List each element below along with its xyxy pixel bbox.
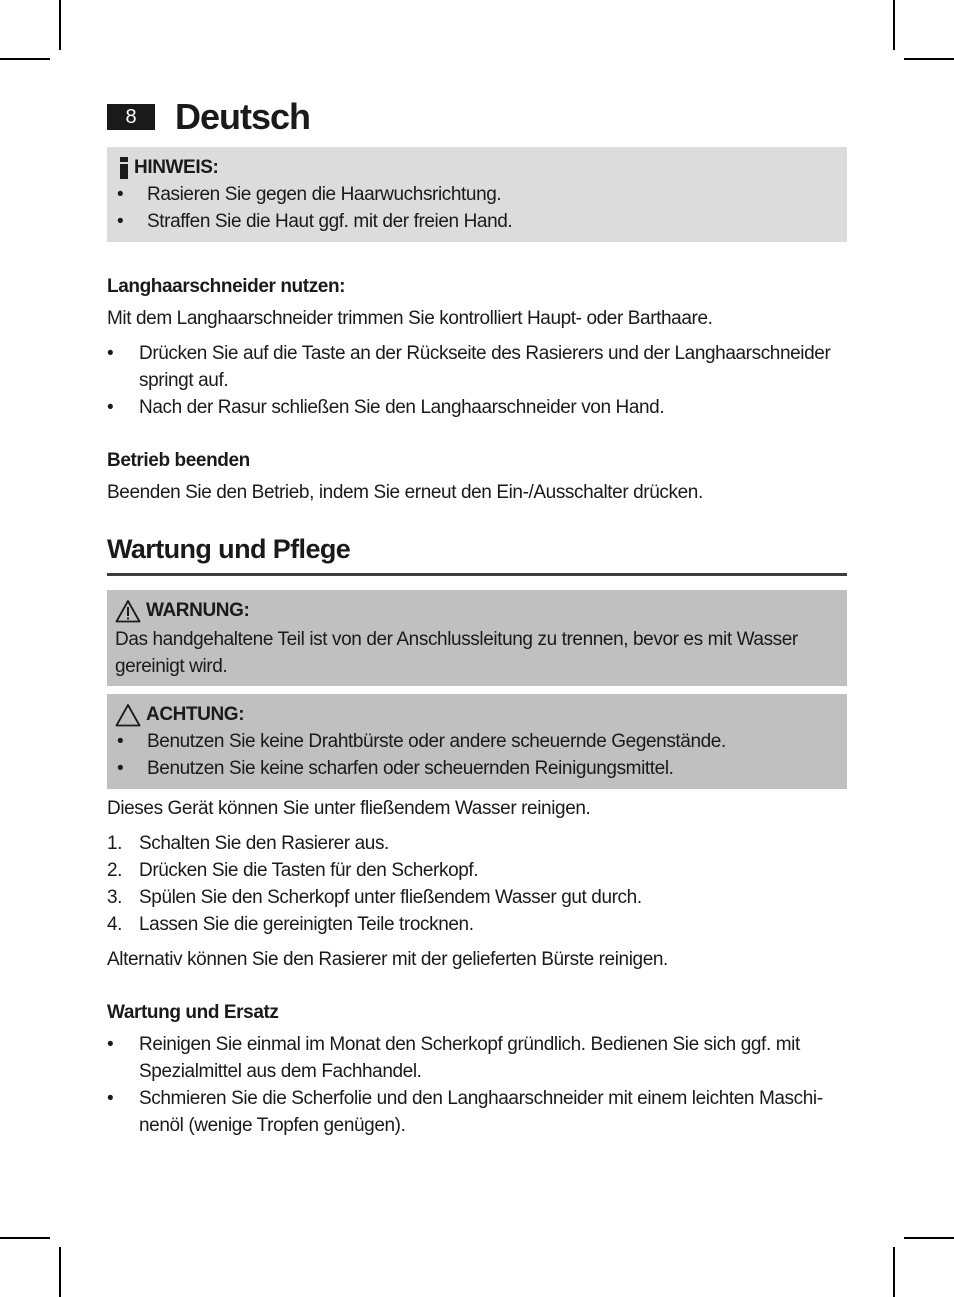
- warning-triangle-icon: [115, 599, 141, 623]
- paragraph: Alternativ können Sie den Rasierer mit der gelieferten Bürste reinigen.: [107, 949, 668, 970]
- section-title: Wartung und Pflege: [107, 534, 351, 564]
- list-item: [117, 181, 847, 208]
- step-number: 3.: [107, 887, 123, 908]
- list-item: [107, 394, 847, 421]
- section-heading: Betrieb beenden: [107, 450, 250, 471]
- list-item: [107, 1031, 847, 1085]
- step-number: 4.: [107, 914, 123, 935]
- bullet: •: [107, 343, 114, 364]
- list-item-text: Benutzen Sie keine Drahtbürste oder andere scheuernde Gegenstände.: [147, 731, 726, 752]
- crop-mark: [904, 58, 954, 60]
- list-item: [117, 728, 847, 755]
- crop-mark: [59, 1247, 61, 1297]
- bullet: •: [117, 211, 124, 232]
- list-item-text: [139, 340, 847, 394]
- crop-mark: [904, 1237, 954, 1239]
- bullet: •: [117, 731, 124, 752]
- note-header: [117, 153, 847, 183]
- section-heading: Wartung und Ersatz: [107, 1002, 279, 1023]
- warning-header: [115, 596, 847, 626]
- warning-line: Das handgehaltene Teil ist von der Anschlussleitung zu trennen, bevor es mit Wasser: [115, 629, 798, 650]
- step-text: Spülen Sie den Scherkopf unter fließendem Wasser gut durch.: [139, 887, 642, 908]
- paragraph: Beenden Sie den Betrieb, indem Sie erneut den Ein-/Ausschalter drücken.: [107, 482, 703, 503]
- paragraph: Dieses Gerät können Sie unter fließendem Wasser reinigen.: [107, 798, 591, 819]
- caution-box: [107, 694, 847, 789]
- page-number: 8: [107, 104, 155, 130]
- bullet: •: [117, 758, 124, 779]
- warning-box: [107, 590, 847, 686]
- warning-triangle-icon: [115, 703, 141, 727]
- list-item-text: [139, 1031, 847, 1085]
- list-item-line: Drücken Sie auf die Taste an der Rückseite des Rasierers und der Langhaarschneider: [139, 343, 831, 364]
- step-text: Drücken Sie die Tasten für den Scherkopf.: [139, 860, 479, 881]
- list-item: [107, 830, 847, 857]
- list-item-line: springt auf.: [139, 370, 229, 391]
- step-text: Lassen Sie die gereinigten Teile trocknen.: [139, 914, 474, 935]
- bullet-list: [107, 340, 847, 421]
- warning-title: WARNUNG:: [146, 600, 250, 621]
- list-item: [107, 884, 847, 911]
- bullet: •: [107, 397, 114, 418]
- caution-title: ACHTUNG:: [146, 704, 245, 725]
- list-item-text: Benutzen Sie keine scharfen oder scheuernden Reinigungsmittel.: [147, 758, 674, 779]
- numbered-list: [107, 830, 847, 938]
- list-item: [107, 340, 847, 394]
- list-item: [107, 1085, 847, 1139]
- crop-mark: [59, 0, 61, 50]
- info-icon: [117, 157, 131, 179]
- crop-mark: [0, 58, 50, 60]
- list-item-line: Spezialmittel aus dem Fachhandel.: [139, 1061, 422, 1082]
- page-title: Deutsch: [175, 96, 311, 137]
- list-item-line: Reinigen Sie einmal im Monat den Scherkopf gründlich. Bedienen Sie sich ggf. mit: [139, 1034, 800, 1055]
- paragraph: Mit dem Langhaarschneider trimmen Sie kontrolliert Haupt- oder Barthaare.: [107, 308, 713, 329]
- list-item-line: nenöl (wenige Tropfen genügen).: [139, 1115, 406, 1136]
- warning-line: gereinigt wird.: [115, 656, 228, 677]
- section-heading: Langhaarschneider nutzen:: [107, 276, 346, 297]
- list-item-text: Rasieren Sie gegen die Haarwuchsrichtung.: [147, 184, 502, 205]
- crop-mark: [893, 0, 895, 50]
- list-item: [117, 755, 847, 782]
- list-item-text: Nach der Rasur schließen Sie den Langhaarschneider von Hand.: [139, 397, 665, 418]
- crop-mark: [0, 1237, 50, 1239]
- bullet: •: [107, 1034, 114, 1055]
- note-box: [107, 147, 847, 242]
- list-item: [117, 208, 847, 235]
- step-number: 2.: [107, 860, 123, 881]
- bullet: •: [117, 184, 124, 205]
- list-item: [107, 911, 847, 938]
- list-item: [107, 857, 847, 884]
- list-item-text: Straffen Sie die Haut ggf. mit der freien Hand.: [147, 211, 513, 232]
- warning-text: [115, 626, 847, 680]
- step-number: 1.: [107, 833, 123, 854]
- crop-mark: [893, 1247, 895, 1297]
- caution-header: [115, 700, 847, 730]
- section-rule: [107, 573, 847, 576]
- note-title: HINWEIS:: [134, 157, 219, 178]
- step-text: Schalten Sie den Rasierer aus.: [139, 833, 389, 854]
- list-item-line: Schmieren Sie die Scherfolie und den Langhaarschneider mit einem leichten Maschi-: [139, 1088, 823, 1109]
- bullet-list: [107, 1031, 847, 1139]
- bullet: •: [107, 1088, 114, 1109]
- list-item-text: [139, 1085, 847, 1139]
